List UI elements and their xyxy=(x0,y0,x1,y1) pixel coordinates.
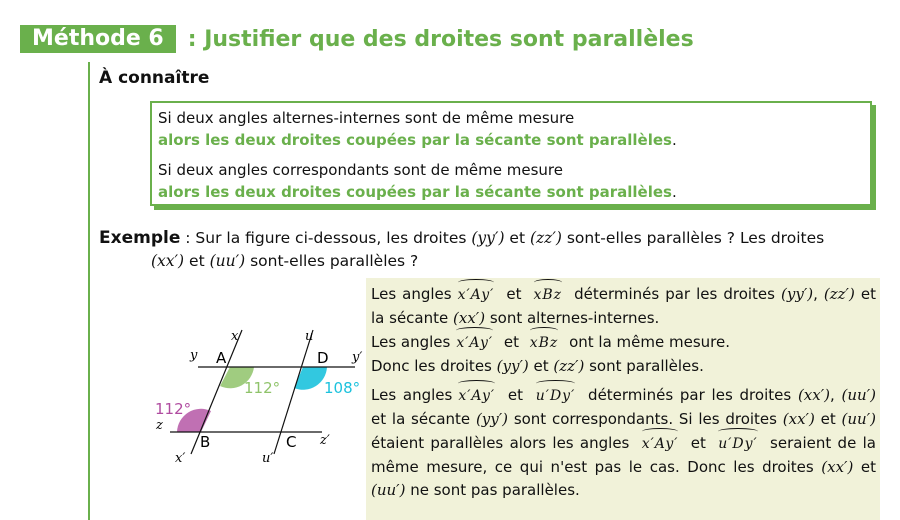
angle-xAy-4: x′Ay′ xyxy=(642,431,679,456)
angle-uDy: u′Dy′ xyxy=(536,383,576,408)
angle-xBz-2: xBz xyxy=(530,330,559,355)
answer-box xyxy=(366,278,880,520)
label-x-prime: x′ xyxy=(175,451,186,466)
label-x: x xyxy=(231,329,239,344)
angle-xBz: xBz xyxy=(534,282,563,307)
label-u: u xyxy=(305,329,314,344)
label-D: D xyxy=(317,349,329,367)
rule-line-2: Si deux angles correspondants sont de même mesure xyxy=(158,161,563,179)
method-title: : Justifier que des droites sont parallèles xyxy=(187,26,694,52)
know-heading: À connaître xyxy=(99,68,210,88)
method-header xyxy=(20,25,694,53)
left-margin-rule xyxy=(88,62,90,520)
angle-xAy: x′Ay′ xyxy=(458,282,495,307)
rule-conclusion-1: alors les deux droites coupées par la sécante sont parallèles. xyxy=(158,131,677,149)
label-angle-108: 108° xyxy=(324,379,361,397)
label-B: B xyxy=(200,433,211,451)
answer-paragraph-1: Les angles x′Ay′ et xBz déterminés par les droites (yy′), (zz′) et la sécante (xx′) sont alternes-internes. xyxy=(371,282,876,330)
label-y-prime: y′ xyxy=(352,350,363,365)
geometry-figure-svg xyxy=(150,322,365,472)
label-z-prime: z′ xyxy=(320,433,330,448)
label-y: y xyxy=(190,348,198,363)
answer-paragraph-1c: Donc les droites (yy′) et (zz′) sont parallèles. xyxy=(371,357,704,375)
angle-xAy-3: x′Ay′ xyxy=(458,383,495,408)
angle-uDy-2: u′Dy′ xyxy=(718,431,758,456)
angle-marker-D xyxy=(294,367,327,390)
rule-box xyxy=(150,101,872,206)
geometry-figure xyxy=(150,322,365,472)
rule-line-1: Si deux angles alternes-internes sont de même mesure xyxy=(158,109,575,127)
angle-xAy-2: x′Ay′ xyxy=(456,330,493,355)
label-angle-112-magenta: 112° xyxy=(155,400,192,418)
method-badge: Méthode 6 xyxy=(20,25,176,53)
answer-paragraph-1b: Les angles x′Ay′ et xBz ont la même mesure. xyxy=(371,330,876,355)
label-A: A xyxy=(216,349,227,367)
answer-paragraph-2: Les angles x′Ay′ et u′Dy′ déterminés par les droites (xx′), (uu′) et la sécante (yy′) sont correspondants. Si les droites (xx′) et (uu′) étaient parallèles alors les angles x′Ay′ et u′Dy′ seraient de la même mesure, ce qui n'est pas le cas. Donc les droites (xx′) et (uu′) ne sont pas parallèles. xyxy=(371,383,876,502)
label-u-prime: u′ xyxy=(262,451,274,466)
rule-conclusion-2: alors les deux droites coupées par la sécante sont parallèles. xyxy=(158,183,677,201)
example-label: Exemple xyxy=(99,228,181,248)
label-z: z xyxy=(156,418,163,433)
label-C: C xyxy=(286,433,297,451)
label-angle-112-green: 112° xyxy=(244,379,281,397)
example-question: Exemple : Sur la figure ci-dessous, les droites (yy′) et (zz′) sont-elles parallèles ? Les droites (xx′) et (uu′) sont-elles parallèles ? xyxy=(99,228,825,270)
